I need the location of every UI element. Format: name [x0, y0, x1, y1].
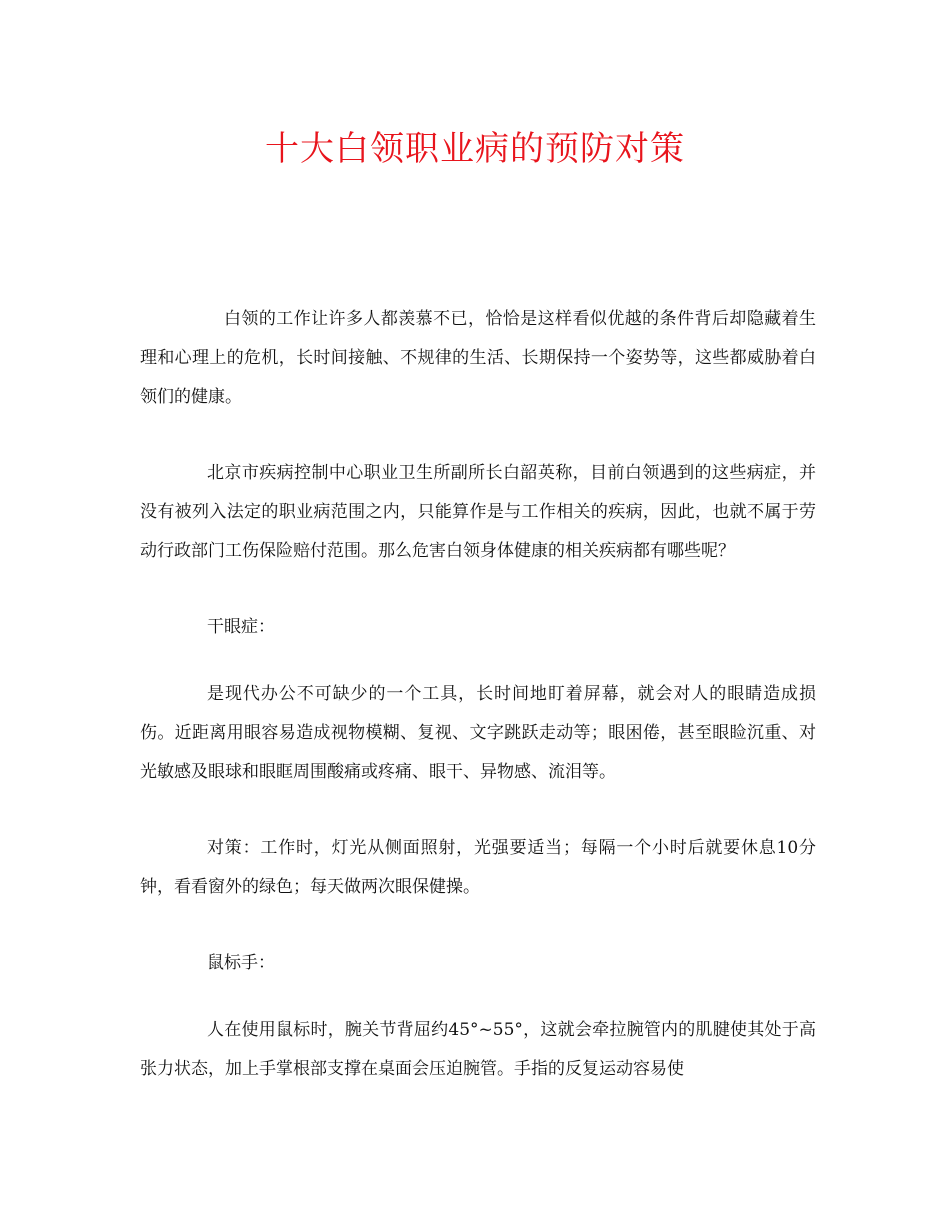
section-heading-dry-eye: 干眼症： [207, 617, 275, 637]
background-paragraph: 北京市疾病控制中心职业卫生所副所长白韶英称，目前白领遇到的这些病症，并没有被列入法定的职业病范围之内，只能算作是与工作相关的疾病，因此，也就不属于劳动行政部门工伤保险赔付范围。那么危害白领身体健康的相关疾病都有哪些呢？ [140, 463, 816, 561]
intro-paragraph: 白领的工作让许多人都羡慕不已，恰恰是这样看似优越的条件背后却隐藏着生理和心理上的危机，长时间接触、不规律的生活、长期保持一个姿势等，这些都威胁着白领们的健康。 [140, 309, 816, 407]
dry-eye-countermeasure: 对策：工作时，灯光从侧面照射，光强要适当；每隔一个小时后就要休息10分钟，看看窗外的绿色；每天做两次眼保健操。 [140, 838, 816, 897]
document-title: 十大白领职业病的预防对策 [265, 129, 685, 169]
mouse-hand-description: 人在使用鼠标时，腕关节背屈约45°~55°，这就会牵拉腕管内的肌腱使其处于高张力状态，加上手掌根部支撑在桌面会压迫腕管。手指的反复运动容易使 [140, 1020, 816, 1079]
dry-eye-description: 是现代办公不可缺少的一个工具，长时间地盯着屏幕，就会对人的眼睛造成损伤。近距离用眼容易造成视物模糊、复视、文字跳跃走动等；眼困倦，甚至眼睑沉重、对光敏感及眼球和眼眶周围酸痛或疼痛、眼干、异物感、流泪等。 [140, 684, 816, 782]
document-body [140, 300, 816, 1126]
section-heading-mouse-hand: 鼠标手： [207, 953, 275, 973]
